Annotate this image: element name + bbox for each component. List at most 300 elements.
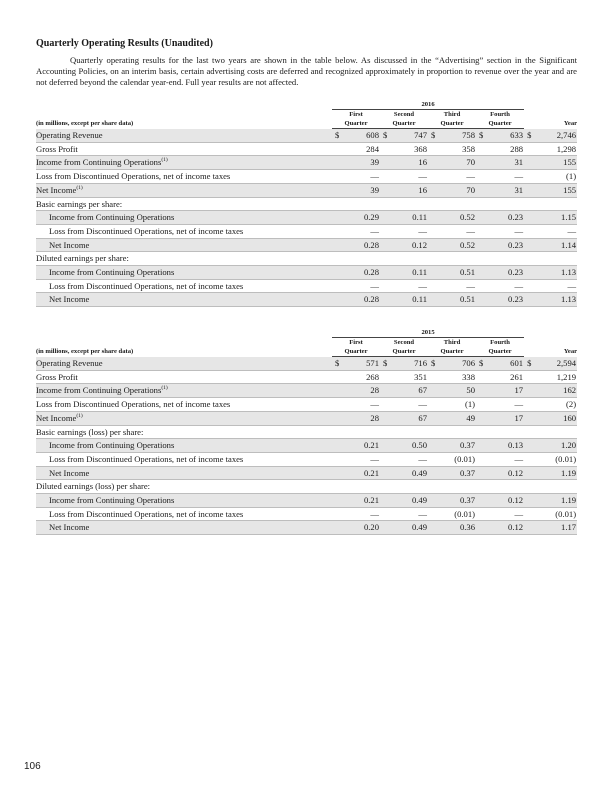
currency-cell: $	[428, 357, 437, 371]
value-cell: 716	[389, 357, 428, 371]
currency-cell	[332, 384, 341, 398]
quarter-name-header: Second	[393, 111, 415, 118]
quarter-name-header: Fourth	[490, 111, 510, 118]
currency-cell	[428, 197, 437, 211]
currency-cell	[380, 452, 389, 466]
value-cell	[533, 197, 577, 211]
row-label	[36, 252, 332, 266]
header-unit-row	[36, 347, 577, 357]
value-cell	[389, 197, 428, 211]
value-cell: —	[389, 452, 428, 466]
currency-cell	[524, 466, 533, 480]
currency-cell	[524, 398, 533, 412]
currency-cell	[476, 211, 485, 225]
row-label-text: Income from Continuing Operations	[49, 440, 175, 451]
row-label	[36, 425, 332, 439]
row-label	[36, 279, 332, 293]
value-cell: 49	[437, 411, 476, 425]
currency-cell	[476, 197, 485, 211]
table-row	[36, 507, 577, 521]
value-cell: 160	[533, 411, 577, 425]
row-label	[36, 411, 332, 425]
currency-cell	[476, 452, 485, 466]
quarterly-results-table-2015	[36, 328, 577, 535]
currency-cell	[428, 411, 437, 425]
row-label-text: Gross Profit	[36, 143, 78, 154]
currency-cell	[524, 224, 533, 238]
currency-cell	[380, 411, 389, 425]
currency-cell	[476, 266, 485, 280]
value-cell	[485, 425, 524, 439]
currency-cell	[476, 252, 485, 266]
row-label-text: Net Income	[49, 467, 90, 478]
value-cell: 70	[437, 183, 476, 197]
currency-cell	[428, 156, 437, 170]
value-cell: —	[389, 224, 428, 238]
currency-cell	[380, 279, 389, 293]
value-cell	[341, 252, 380, 266]
value-cell: —	[485, 398, 524, 412]
value-cell	[341, 480, 380, 494]
value-cell: 0.12	[485, 521, 524, 535]
value-cell	[437, 425, 476, 439]
currency-cell	[380, 170, 389, 184]
currency-cell	[524, 425, 533, 439]
value-cell	[533, 252, 577, 266]
value-cell: 0.51	[437, 266, 476, 280]
currency-cell	[428, 142, 437, 156]
value-cell: 1.13	[533, 293, 577, 307]
value-cell: 0.20	[341, 521, 380, 535]
value-cell: 0.49	[389, 494, 428, 508]
currency-cell	[332, 466, 341, 480]
value-cell: —	[341, 279, 380, 293]
currency-cell	[332, 238, 341, 252]
year-column-header: Year	[563, 348, 578, 356]
currency-cell	[332, 425, 341, 439]
currency-cell	[524, 266, 533, 280]
value-cell: 0.28	[341, 266, 380, 280]
currency-cell	[380, 252, 389, 266]
currency-cell	[476, 142, 485, 156]
value-cell: 0.12	[389, 238, 428, 252]
row-label-text: Income from Continuing Operations	[49, 212, 175, 223]
footnote-marker: (1)	[161, 385, 168, 392]
currency-cell	[380, 384, 389, 398]
quarter-word-header: Quarter	[476, 347, 524, 357]
row-label-text: Loss from Discontinued Operations, net of income taxes	[49, 280, 244, 291]
value-cell: —	[485, 224, 524, 238]
currency-cell	[428, 279, 437, 293]
quarter-word-header: Quarter	[332, 347, 380, 357]
table-row	[36, 452, 577, 466]
value-cell: 2,746	[533, 129, 577, 143]
value-cell: 155	[533, 156, 577, 170]
value-cell: —	[485, 507, 524, 521]
currency-cell	[380, 370, 389, 384]
value-cell: 0.51	[437, 293, 476, 307]
row-label	[36, 211, 332, 225]
currency-cell	[428, 480, 437, 494]
value-cell: 633	[485, 129, 524, 143]
value-cell: 0.23	[485, 293, 524, 307]
currency-cell: $	[380, 357, 389, 371]
row-label-text: Gross Profit	[36, 371, 78, 382]
table-row	[36, 156, 577, 170]
value-cell: 0.37	[437, 439, 476, 453]
currency-cell	[428, 439, 437, 453]
quarter-name-header: Third	[443, 339, 461, 346]
currency-cell	[428, 252, 437, 266]
value-cell	[485, 252, 524, 266]
unit-label: (in millions, except per share data)	[36, 120, 134, 128]
value-cell: 1.19	[533, 466, 577, 480]
value-cell: 70	[437, 156, 476, 170]
currency-cell	[524, 293, 533, 307]
value-cell: (0.01)	[533, 452, 577, 466]
table-row	[36, 224, 577, 238]
currency-cell	[332, 452, 341, 466]
currency-cell	[332, 293, 341, 307]
currency-cell	[380, 142, 389, 156]
currency-cell	[524, 439, 533, 453]
row-label-text: Net Income	[49, 522, 90, 533]
currency-cell	[380, 197, 389, 211]
row-label	[36, 142, 332, 156]
currency-cell	[428, 507, 437, 521]
currency-cell	[332, 279, 341, 293]
currency-cell	[332, 494, 341, 508]
value-cell: 0.21	[341, 494, 380, 508]
table-row	[36, 238, 577, 252]
header-quarter-row	[36, 338, 577, 348]
currency-cell	[524, 452, 533, 466]
row-label	[36, 238, 332, 252]
value-cell: 706	[437, 357, 476, 371]
table-row	[36, 183, 577, 197]
quarter-name-header: First	[349, 339, 363, 346]
table-row	[36, 357, 577, 371]
footnote-marker: (1)	[161, 157, 168, 164]
value-cell	[389, 425, 428, 439]
row-label-text: Basic earnings (loss) per share:	[36, 426, 144, 437]
fiscal-year-label: 2015	[332, 328, 524, 338]
value-cell: 67	[389, 384, 428, 398]
value-cell: 571	[341, 357, 380, 371]
value-cell: 0.28	[341, 293, 380, 307]
currency-cell	[476, 156, 485, 170]
table-row	[36, 142, 577, 156]
header-spacer	[36, 100, 332, 110]
currency-cell	[476, 224, 485, 238]
value-cell: 1.17	[533, 521, 577, 535]
quarter-word-header: Quarter	[380, 347, 428, 357]
page-title: Quarterly Operating Results (Unaudited)	[36, 38, 213, 49]
currency-cell	[380, 521, 389, 535]
currency-cell	[428, 266, 437, 280]
value-cell: 1.13	[533, 266, 577, 280]
table-row	[36, 425, 577, 439]
row-label	[36, 197, 332, 211]
value-cell: 284	[341, 142, 380, 156]
row-label-text: Basic earnings per share:	[36, 198, 123, 209]
value-cell	[389, 480, 428, 494]
currency-cell	[524, 156, 533, 170]
value-cell	[341, 425, 380, 439]
currency-cell: $	[524, 129, 533, 143]
table-row	[36, 384, 577, 398]
currency-cell	[332, 507, 341, 521]
currency-cell	[380, 466, 389, 480]
row-label	[36, 466, 332, 480]
value-cell: 268	[341, 370, 380, 384]
row-label	[36, 224, 332, 238]
value-cell: 50	[437, 384, 476, 398]
quarterly-results-table-2016	[36, 100, 577, 307]
row-label-text: Diluted earnings (loss) per share:	[36, 481, 151, 492]
value-cell: 0.36	[437, 521, 476, 535]
value-cell: 338	[437, 370, 476, 384]
value-cell	[485, 197, 524, 211]
currency-cell	[380, 224, 389, 238]
header-spacer	[36, 110, 332, 120]
currency-cell	[524, 480, 533, 494]
currency-cell	[524, 494, 533, 508]
value-cell: 1.19	[533, 494, 577, 508]
currency-cell	[524, 370, 533, 384]
currency-cell	[332, 411, 341, 425]
row-label	[36, 521, 332, 535]
currency-cell	[380, 238, 389, 252]
value-cell: (2)	[533, 398, 577, 412]
value-cell: —	[341, 170, 380, 184]
currency-cell	[524, 507, 533, 521]
value-cell: 31	[485, 183, 524, 197]
currency-cell	[476, 411, 485, 425]
value-cell: 0.52	[437, 238, 476, 252]
row-label-text: Operating Revenue	[36, 129, 103, 140]
currency-cell	[428, 384, 437, 398]
value-cell: 67	[389, 411, 428, 425]
value-cell: 28	[341, 411, 380, 425]
value-cell: 758	[437, 129, 476, 143]
row-label-text: Income from Continuing Operations	[49, 267, 175, 278]
row-label	[36, 452, 332, 466]
value-cell: 0.23	[485, 238, 524, 252]
table-row	[36, 494, 577, 508]
currency-cell	[476, 293, 485, 307]
currency-cell	[380, 266, 389, 280]
value-cell: 0.12	[485, 494, 524, 508]
value-cell	[485, 480, 524, 494]
currency-cell	[380, 439, 389, 453]
value-cell: 155	[533, 183, 577, 197]
table-row	[36, 197, 577, 211]
row-label	[36, 398, 332, 412]
currency-cell	[332, 252, 341, 266]
table-row	[36, 398, 577, 412]
row-label-text: Operating Revenue	[36, 357, 103, 368]
value-cell: (0.01)	[437, 452, 476, 466]
value-cell: 0.49	[389, 521, 428, 535]
value-cell	[437, 252, 476, 266]
currency-cell	[380, 480, 389, 494]
header-year-row	[36, 100, 577, 110]
currency-cell	[332, 521, 341, 535]
value-cell: 601	[485, 357, 524, 371]
value-cell: 1.14	[533, 238, 577, 252]
value-cell: 0.23	[485, 266, 524, 280]
currency-cell	[332, 480, 341, 494]
value-cell: —	[389, 170, 428, 184]
value-cell: 0.21	[341, 466, 380, 480]
value-cell: —	[389, 398, 428, 412]
quarter-name-header: Third	[443, 111, 461, 118]
value-cell	[437, 197, 476, 211]
row-label-text: Loss from Discontinued Operations, net of income taxes	[49, 508, 244, 519]
quarter-word-header: Quarter	[380, 119, 428, 129]
currency-cell	[428, 211, 437, 225]
year-column-header: Year	[563, 120, 578, 128]
currency-cell	[332, 398, 341, 412]
row-label	[36, 266, 332, 280]
value-cell: 0.37	[437, 494, 476, 508]
currency-cell	[332, 170, 341, 184]
quarter-word-header: Quarter	[428, 119, 476, 129]
value-cell: —	[437, 279, 476, 293]
row-label-text: Net Income	[36, 412, 77, 423]
value-cell	[533, 425, 577, 439]
value-cell: (0.01)	[533, 507, 577, 521]
currency-cell	[524, 252, 533, 266]
currency-cell	[380, 494, 389, 508]
currency-cell	[476, 439, 485, 453]
currency-cell	[332, 224, 341, 238]
currency-cell	[476, 466, 485, 480]
currency-cell	[332, 156, 341, 170]
value-cell: 0.11	[389, 266, 428, 280]
currency-cell: $	[332, 357, 341, 371]
value-cell: 0.50	[389, 439, 428, 453]
header-quarter-row	[36, 110, 577, 120]
row-label	[36, 156, 332, 170]
quarter-word-header: Quarter	[428, 347, 476, 357]
footnote-marker: (1)	[76, 184, 83, 191]
currency-cell	[428, 293, 437, 307]
table-row	[36, 279, 577, 293]
row-label	[36, 293, 332, 307]
currency-cell	[476, 170, 485, 184]
currency-cell: $	[380, 129, 389, 143]
value-cell: 162	[533, 384, 577, 398]
currency-cell	[524, 384, 533, 398]
row-label	[36, 129, 332, 143]
value-cell: —	[341, 224, 380, 238]
value-cell: 351	[389, 370, 428, 384]
intro-paragraph: Quarterly operating results for the last two years are shown in the table below. As discussed in the “Advertising” section in the Significant Accounting Policies, on an interim basis, certain advertising costs are deferred and recognized approximately in proportion to revenue over the year and are not deferred beyond the calendar year-end. Full year results are not affected.	[36, 55, 577, 88]
table-row	[36, 480, 577, 494]
currency-cell	[428, 452, 437, 466]
value-cell: —	[437, 224, 476, 238]
row-label	[36, 384, 332, 398]
footnote-marker: (1)	[76, 412, 83, 419]
table-row	[36, 439, 577, 453]
value-cell: 358	[437, 142, 476, 156]
value-cell: 39	[341, 183, 380, 197]
table-row	[36, 266, 577, 280]
value-cell: 1,298	[533, 142, 577, 156]
value-cell: 368	[389, 142, 428, 156]
currency-cell	[428, 183, 437, 197]
currency-cell	[428, 425, 437, 439]
currency-cell	[524, 411, 533, 425]
currency-cell	[524, 279, 533, 293]
table-row	[36, 293, 577, 307]
value-cell: 1.15	[533, 211, 577, 225]
currency-cell: $	[476, 357, 485, 371]
value-cell: 31	[485, 156, 524, 170]
value-cell: 261	[485, 370, 524, 384]
currency-cell	[476, 370, 485, 384]
table-row	[36, 466, 577, 480]
row-label-text: Loss from Discontinued Operations, net of income taxes	[36, 171, 231, 182]
value-cell: 0.11	[389, 211, 428, 225]
row-label	[36, 494, 332, 508]
value-cell: 288	[485, 142, 524, 156]
value-cell: —	[533, 279, 577, 293]
currency-cell	[380, 156, 389, 170]
value-cell: 0.13	[485, 439, 524, 453]
table-row	[36, 521, 577, 535]
row-label	[36, 480, 332, 494]
value-cell: (0.01)	[437, 507, 476, 521]
value-cell: —	[485, 170, 524, 184]
currency-cell: $	[476, 129, 485, 143]
value-cell: 0.12	[485, 466, 524, 480]
value-cell: 747	[389, 129, 428, 143]
value-cell: —	[533, 224, 577, 238]
value-cell: —	[389, 279, 428, 293]
currency-cell	[380, 398, 389, 412]
header-spacer	[524, 328, 577, 338]
row-label-text: Loss from Discontinued Operations, net of income taxes	[49, 225, 244, 236]
value-cell	[533, 480, 577, 494]
currency-cell	[332, 183, 341, 197]
value-cell: 0.37	[437, 466, 476, 480]
currency-cell	[332, 142, 341, 156]
currency-cell	[476, 480, 485, 494]
currency-cell	[524, 142, 533, 156]
value-cell: (1)	[533, 170, 577, 184]
currency-cell	[428, 170, 437, 184]
currency-cell: $	[524, 357, 533, 371]
currency-cell	[524, 238, 533, 252]
currency-cell	[332, 211, 341, 225]
row-label	[36, 170, 332, 184]
value-cell: 16	[389, 156, 428, 170]
value-cell: —	[341, 507, 380, 521]
row-label-text: Net Income	[49, 294, 90, 305]
currency-cell	[380, 507, 389, 521]
table-row	[36, 129, 577, 143]
currency-cell	[428, 466, 437, 480]
header-spacer	[36, 338, 332, 348]
row-label-text: Net Income	[49, 239, 90, 250]
currency-cell	[476, 494, 485, 508]
table-row	[36, 252, 577, 266]
currency-cell	[380, 293, 389, 307]
header-spacer	[524, 110, 577, 120]
